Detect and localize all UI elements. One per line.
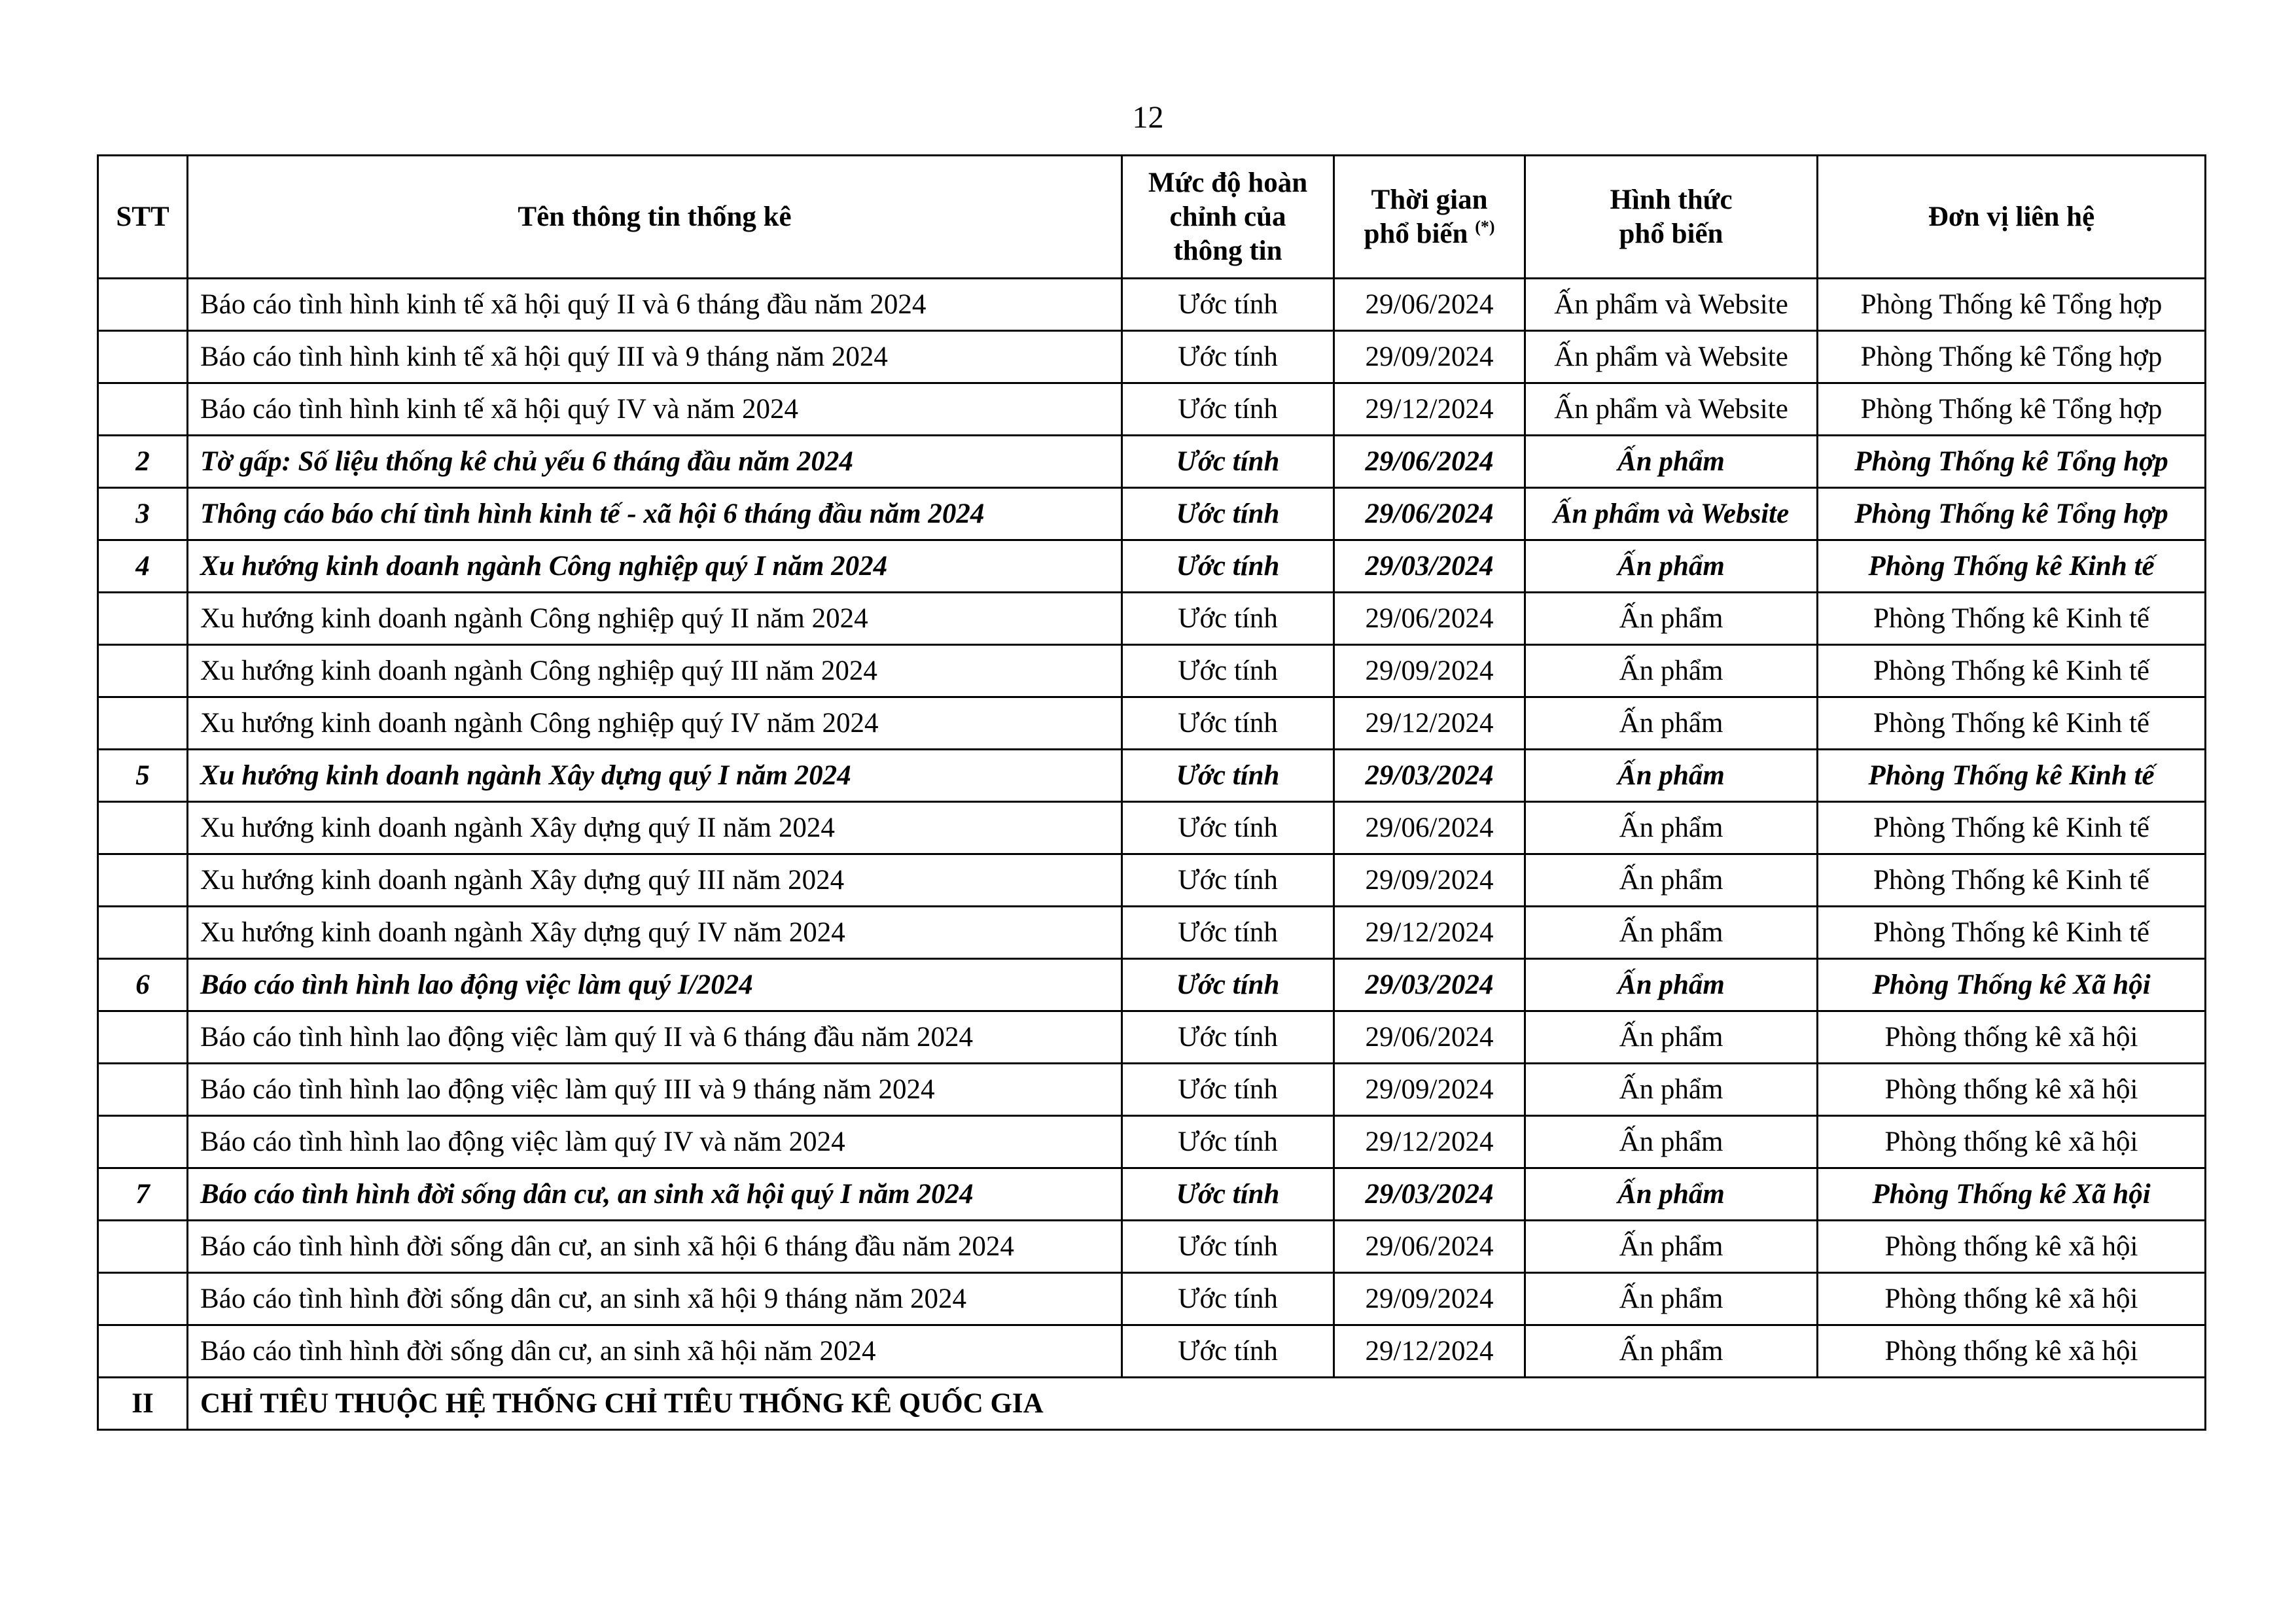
cell-release-date: 29/06/2024 bbox=[1334, 1011, 1525, 1064]
table-row bbox=[98, 1325, 2206, 1378]
statistics-table bbox=[97, 154, 2206, 1431]
section-row bbox=[98, 1378, 2206, 1430]
cell-release-date: 29/06/2024 bbox=[1334, 802, 1525, 854]
cell-release-date: 29/09/2024 bbox=[1334, 331, 1525, 383]
cell-release-form: Ấn phẩm bbox=[1525, 854, 1818, 907]
cell-release-date: 29/09/2024 bbox=[1334, 645, 1525, 697]
cell-completion-level: Ước tính bbox=[1122, 383, 1334, 436]
table-row bbox=[98, 593, 2206, 645]
cell-completion-level: Ước tính bbox=[1122, 1064, 1334, 1116]
cell-contact-unit: Phòng Thống kê Tổng hợp bbox=[1818, 436, 2206, 488]
table-row bbox=[98, 540, 2206, 593]
cell-stt: 7 bbox=[98, 1168, 188, 1221]
cell-release-date: 29/06/2024 bbox=[1334, 488, 1525, 540]
cell-release-form: Ấn phẩm bbox=[1525, 1011, 1818, 1064]
cell-info-name: Xu hướng kinh doanh ngành Xây dựng quý II năm 2024 bbox=[188, 802, 1122, 854]
header-level-line1: Mức độ hoàn bbox=[1148, 167, 1308, 198]
cell-release-date: 29/09/2024 bbox=[1334, 854, 1525, 907]
cell-release-form: Ấn phẩm bbox=[1525, 907, 1818, 959]
table-row bbox=[98, 802, 2206, 854]
cell-stt bbox=[98, 279, 188, 331]
cell-release-form: Ấn phẩm bbox=[1525, 1221, 1818, 1273]
cell-release-form: Ấn phẩm bbox=[1525, 540, 1818, 593]
cell-completion-level: Ước tính bbox=[1122, 331, 1334, 383]
cell-stt bbox=[98, 1011, 188, 1064]
cell-contact-unit: Phòng Thống kê Kinh tế bbox=[1818, 907, 2206, 959]
table-row bbox=[98, 383, 2206, 436]
table-row bbox=[98, 331, 2206, 383]
cell-contact-unit: Phòng Thống kê Tổng hợp bbox=[1818, 488, 2206, 540]
cell-info-name: Xu hướng kinh doanh ngành Xây dựng quý I năm 2024 bbox=[188, 750, 1122, 802]
cell-info-name: Báo cáo tình hình kinh tế xã hội quý III và 9 tháng năm 2024 bbox=[188, 331, 1122, 383]
cell-contact-unit: Phòng thống kê xã hội bbox=[1818, 1273, 2206, 1325]
cell-contact-unit: Phòng thống kê xã hội bbox=[1818, 1011, 2206, 1064]
cell-release-date: 29/03/2024 bbox=[1334, 1168, 1525, 1221]
cell-release-date: 29/03/2024 bbox=[1334, 750, 1525, 802]
cell-release-date: 29/03/2024 bbox=[1334, 959, 1525, 1011]
cell-release-date: 29/12/2024 bbox=[1334, 697, 1525, 750]
cell-completion-level: Ước tính bbox=[1122, 645, 1334, 697]
header-release-form bbox=[1525, 156, 1818, 279]
cell-stt: 4 bbox=[98, 540, 188, 593]
table-header-row bbox=[98, 156, 2206, 279]
page-number: 12 bbox=[1132, 100, 1164, 135]
cell-info-name: Xu hướng kinh doanh ngành Xây dựng quý IV năm 2024 bbox=[188, 907, 1122, 959]
cell-release-date: 29/06/2024 bbox=[1334, 279, 1525, 331]
cell-completion-level: Ước tính bbox=[1122, 1116, 1334, 1168]
header-time-line2: phổ biến bbox=[1364, 218, 1468, 249]
cell-contact-unit: Phòng Thống kê Kinh tế bbox=[1818, 593, 2206, 645]
cell-completion-level: Ước tính bbox=[1122, 750, 1334, 802]
cell-contact-unit: Phòng Thống kê Kinh tế bbox=[1818, 540, 2206, 593]
cell-contact-unit: Phòng thống kê xã hội bbox=[1818, 1325, 2206, 1378]
cell-release-date: 29/06/2024 bbox=[1334, 436, 1525, 488]
header-level-line2: chỉnh của bbox=[1169, 201, 1286, 232]
table-row bbox=[98, 1064, 2206, 1116]
cell-completion-level: Ước tính bbox=[1122, 697, 1334, 750]
cell-stt bbox=[98, 1116, 188, 1168]
cell-stt bbox=[98, 697, 188, 750]
cell-release-form: Ấn phẩm và Website bbox=[1525, 383, 1818, 436]
cell-contact-unit: Phòng Thống kê Tổng hợp bbox=[1818, 383, 2206, 436]
cell-contact-unit: Phòng Thống kê Kinh tế bbox=[1818, 802, 2206, 854]
cell-release-form: Ấn phẩm bbox=[1525, 1273, 1818, 1325]
table-body bbox=[98, 279, 2206, 1430]
table-row bbox=[98, 907, 2206, 959]
cell-contact-unit: Phòng Thống kê Kinh tế bbox=[1818, 750, 2206, 802]
table-row bbox=[98, 697, 2206, 750]
cell-stt bbox=[98, 331, 188, 383]
cell-stt bbox=[98, 645, 188, 697]
table-row bbox=[98, 1011, 2206, 1064]
header-name: Tên thông tin thống kê bbox=[188, 156, 1122, 279]
cell-info-name: Báo cáo tình hình kinh tế xã hội quý II và 6 tháng đầu năm 2024 bbox=[188, 279, 1122, 331]
cell-contact-unit: Phòng Thống kê Kinh tế bbox=[1818, 697, 2206, 750]
cell-release-date: 29/09/2024 bbox=[1334, 1064, 1525, 1116]
cell-release-date: 29/06/2024 bbox=[1334, 593, 1525, 645]
cell-info-name: Báo cáo tình hình kinh tế xã hội quý IV và năm 2024 bbox=[188, 383, 1122, 436]
cell-contact-unit: Phòng Thống kê Tổng hợp bbox=[1818, 331, 2206, 383]
cell-release-date: 29/03/2024 bbox=[1334, 540, 1525, 593]
cell-completion-level: Ước tính bbox=[1122, 1325, 1334, 1378]
table-row bbox=[98, 279, 2206, 331]
cell-release-form: Ấn phẩm và Website bbox=[1525, 331, 1818, 383]
cell-release-form: Ấn phẩm bbox=[1525, 802, 1818, 854]
cell-release-date: 29/09/2024 bbox=[1334, 1273, 1525, 1325]
cell-completion-level: Ước tính bbox=[1122, 1221, 1334, 1273]
cell-info-name: Báo cáo tình hình lao động việc làm quý I/2024 bbox=[188, 959, 1122, 1011]
cell-info-name: Báo cáo tình hình lao động việc làm quý IV và năm 2024 bbox=[188, 1116, 1122, 1168]
cell-info-name: Xu hướng kinh doanh ngành Công nghiệp quý I năm 2024 bbox=[188, 540, 1122, 593]
table-row bbox=[98, 1116, 2206, 1168]
cell-completion-level: Ước tính bbox=[1122, 279, 1334, 331]
cell-contact-unit: Phòng thống kê xã hội bbox=[1818, 1064, 2206, 1116]
cell-stt bbox=[98, 383, 188, 436]
header-stt: STT bbox=[98, 156, 188, 279]
cell-completion-level: Ước tính bbox=[1122, 593, 1334, 645]
cell-stt bbox=[98, 854, 188, 907]
cell-contact-unit: Phòng thống kê xã hội bbox=[1818, 1221, 2206, 1273]
cell-release-form: Ấn phẩm bbox=[1525, 1064, 1818, 1116]
table-row bbox=[98, 854, 2206, 907]
cell-release-form: Ấn phẩm bbox=[1525, 593, 1818, 645]
cell-completion-level: Ước tính bbox=[1122, 802, 1334, 854]
cell-stt: 6 bbox=[98, 959, 188, 1011]
cell-stt bbox=[98, 1273, 188, 1325]
cell-info-name: Xu hướng kinh doanh ngành Công nghiệp quý IV năm 2024 bbox=[188, 697, 1122, 750]
header-form-line2: phổ biến bbox=[1619, 218, 1723, 249]
cell-release-form: Ấn phẩm bbox=[1525, 1116, 1818, 1168]
header-contact-unit: Đơn vị liên hệ bbox=[1818, 156, 2206, 279]
cell-info-name: Báo cáo tình hình lao động việc làm quý III và 9 tháng năm 2024 bbox=[188, 1064, 1122, 1116]
cell-info-name: Báo cáo tình hình đời sống dân cư, an sinh xã hội 9 tháng năm 2024 bbox=[188, 1273, 1122, 1325]
cell-release-form: Ấn phẩm bbox=[1525, 645, 1818, 697]
cell-info-name: Thông cáo báo chí tình hình kinh tế - xã hội 6 tháng đầu năm 2024 bbox=[188, 488, 1122, 540]
section-stt: II bbox=[98, 1378, 188, 1430]
cell-stt bbox=[98, 593, 188, 645]
cell-info-name: Báo cáo tình hình lao động việc làm quý II và 6 tháng đầu năm 2024 bbox=[188, 1011, 1122, 1064]
cell-completion-level: Ước tính bbox=[1122, 907, 1334, 959]
cell-stt: 2 bbox=[98, 436, 188, 488]
cell-stt: 5 bbox=[98, 750, 188, 802]
cell-contact-unit: Phòng Thống kê Xã hội bbox=[1818, 959, 2206, 1011]
cell-info-name: Xu hướng kinh doanh ngành Xây dựng quý III năm 2024 bbox=[188, 854, 1122, 907]
cell-stt bbox=[98, 1221, 188, 1273]
header-time-line1: Thời gian bbox=[1371, 184, 1488, 215]
cell-stt bbox=[98, 1325, 188, 1378]
header-release-time bbox=[1334, 156, 1525, 279]
cell-release-date: 29/12/2024 bbox=[1334, 907, 1525, 959]
cell-contact-unit: Phòng Thống kê Xã hội bbox=[1818, 1168, 2206, 1221]
cell-release-form: Ấn phẩm bbox=[1525, 436, 1818, 488]
cell-release-form: Ấn phẩm bbox=[1525, 1325, 1818, 1378]
cell-release-form: Ấn phẩm bbox=[1525, 959, 1818, 1011]
cell-release-date: 29/12/2024 bbox=[1334, 383, 1525, 436]
header-completion-level bbox=[1122, 156, 1334, 279]
cell-completion-level: Ước tính bbox=[1122, 854, 1334, 907]
table-row bbox=[98, 436, 2206, 488]
header-form-line1: Hình thức bbox=[1610, 184, 1733, 215]
cell-info-name: Báo cáo tình hình đời sống dân cư, an sinh xã hội 6 tháng đầu năm 2024 bbox=[188, 1221, 1122, 1273]
cell-info-name: Tờ gấp: Số liệu thống kê chủ yếu 6 tháng đầu năm 2024 bbox=[188, 436, 1122, 488]
table-row bbox=[98, 488, 2206, 540]
cell-completion-level: Ước tính bbox=[1122, 540, 1334, 593]
cell-stt: 3 bbox=[98, 488, 188, 540]
cell-completion-level: Ước tính bbox=[1122, 959, 1334, 1011]
cell-release-date: 29/12/2024 bbox=[1334, 1325, 1525, 1378]
cell-contact-unit: Phòng Thống kê Tổng hợp bbox=[1818, 279, 2206, 331]
cell-stt bbox=[98, 1064, 188, 1116]
cell-release-form: Ấn phẩm bbox=[1525, 1168, 1818, 1221]
cell-completion-level: Ước tính bbox=[1122, 1011, 1334, 1064]
cell-info-name: Xu hướng kinh doanh ngành Công nghiệp quý III năm 2024 bbox=[188, 645, 1122, 697]
cell-contact-unit: Phòng Thống kê Kinh tế bbox=[1818, 854, 2206, 907]
cell-completion-level: Ước tính bbox=[1122, 436, 1334, 488]
cell-release-form: Ấn phẩm bbox=[1525, 750, 1818, 802]
header-time-note: (*) bbox=[1475, 217, 1495, 236]
table-row bbox=[98, 959, 2206, 1011]
table-row bbox=[98, 1273, 2206, 1325]
cell-release-form: Ấn phẩm bbox=[1525, 697, 1818, 750]
cell-stt bbox=[98, 802, 188, 854]
cell-release-date: 29/12/2024 bbox=[1334, 1116, 1525, 1168]
header-level-line3: thông tin bbox=[1173, 235, 1282, 266]
table-row bbox=[98, 750, 2206, 802]
cell-release-date: 29/06/2024 bbox=[1334, 1221, 1525, 1273]
table-row bbox=[98, 1221, 2206, 1273]
cell-info-name: Xu hướng kinh doanh ngành Công nghiệp quý II năm 2024 bbox=[188, 593, 1122, 645]
table-row bbox=[98, 1168, 2206, 1221]
cell-contact-unit: Phòng thống kê xã hội bbox=[1818, 1116, 2206, 1168]
cell-info-name: Báo cáo tình hình đời sống dân cư, an sinh xã hội quý I năm 2024 bbox=[188, 1168, 1122, 1221]
section-title: CHỈ TIÊU THUỘC HỆ THỐNG CHỈ TIÊU THỐNG KÊ QUỐC GIA bbox=[188, 1378, 2206, 1430]
cell-release-form: Ấn phẩm và Website bbox=[1525, 279, 1818, 331]
cell-info-name: Báo cáo tình hình đời sống dân cư, an sinh xã hội năm 2024 bbox=[188, 1325, 1122, 1378]
cell-completion-level: Ước tính bbox=[1122, 1168, 1334, 1221]
cell-completion-level: Ước tính bbox=[1122, 1273, 1334, 1325]
cell-completion-level: Ước tính bbox=[1122, 488, 1334, 540]
cell-release-form: Ấn phẩm và Website bbox=[1525, 488, 1818, 540]
cell-contact-unit: Phòng Thống kê Kinh tế bbox=[1818, 645, 2206, 697]
cell-stt bbox=[98, 907, 188, 959]
table-row bbox=[98, 645, 2206, 697]
